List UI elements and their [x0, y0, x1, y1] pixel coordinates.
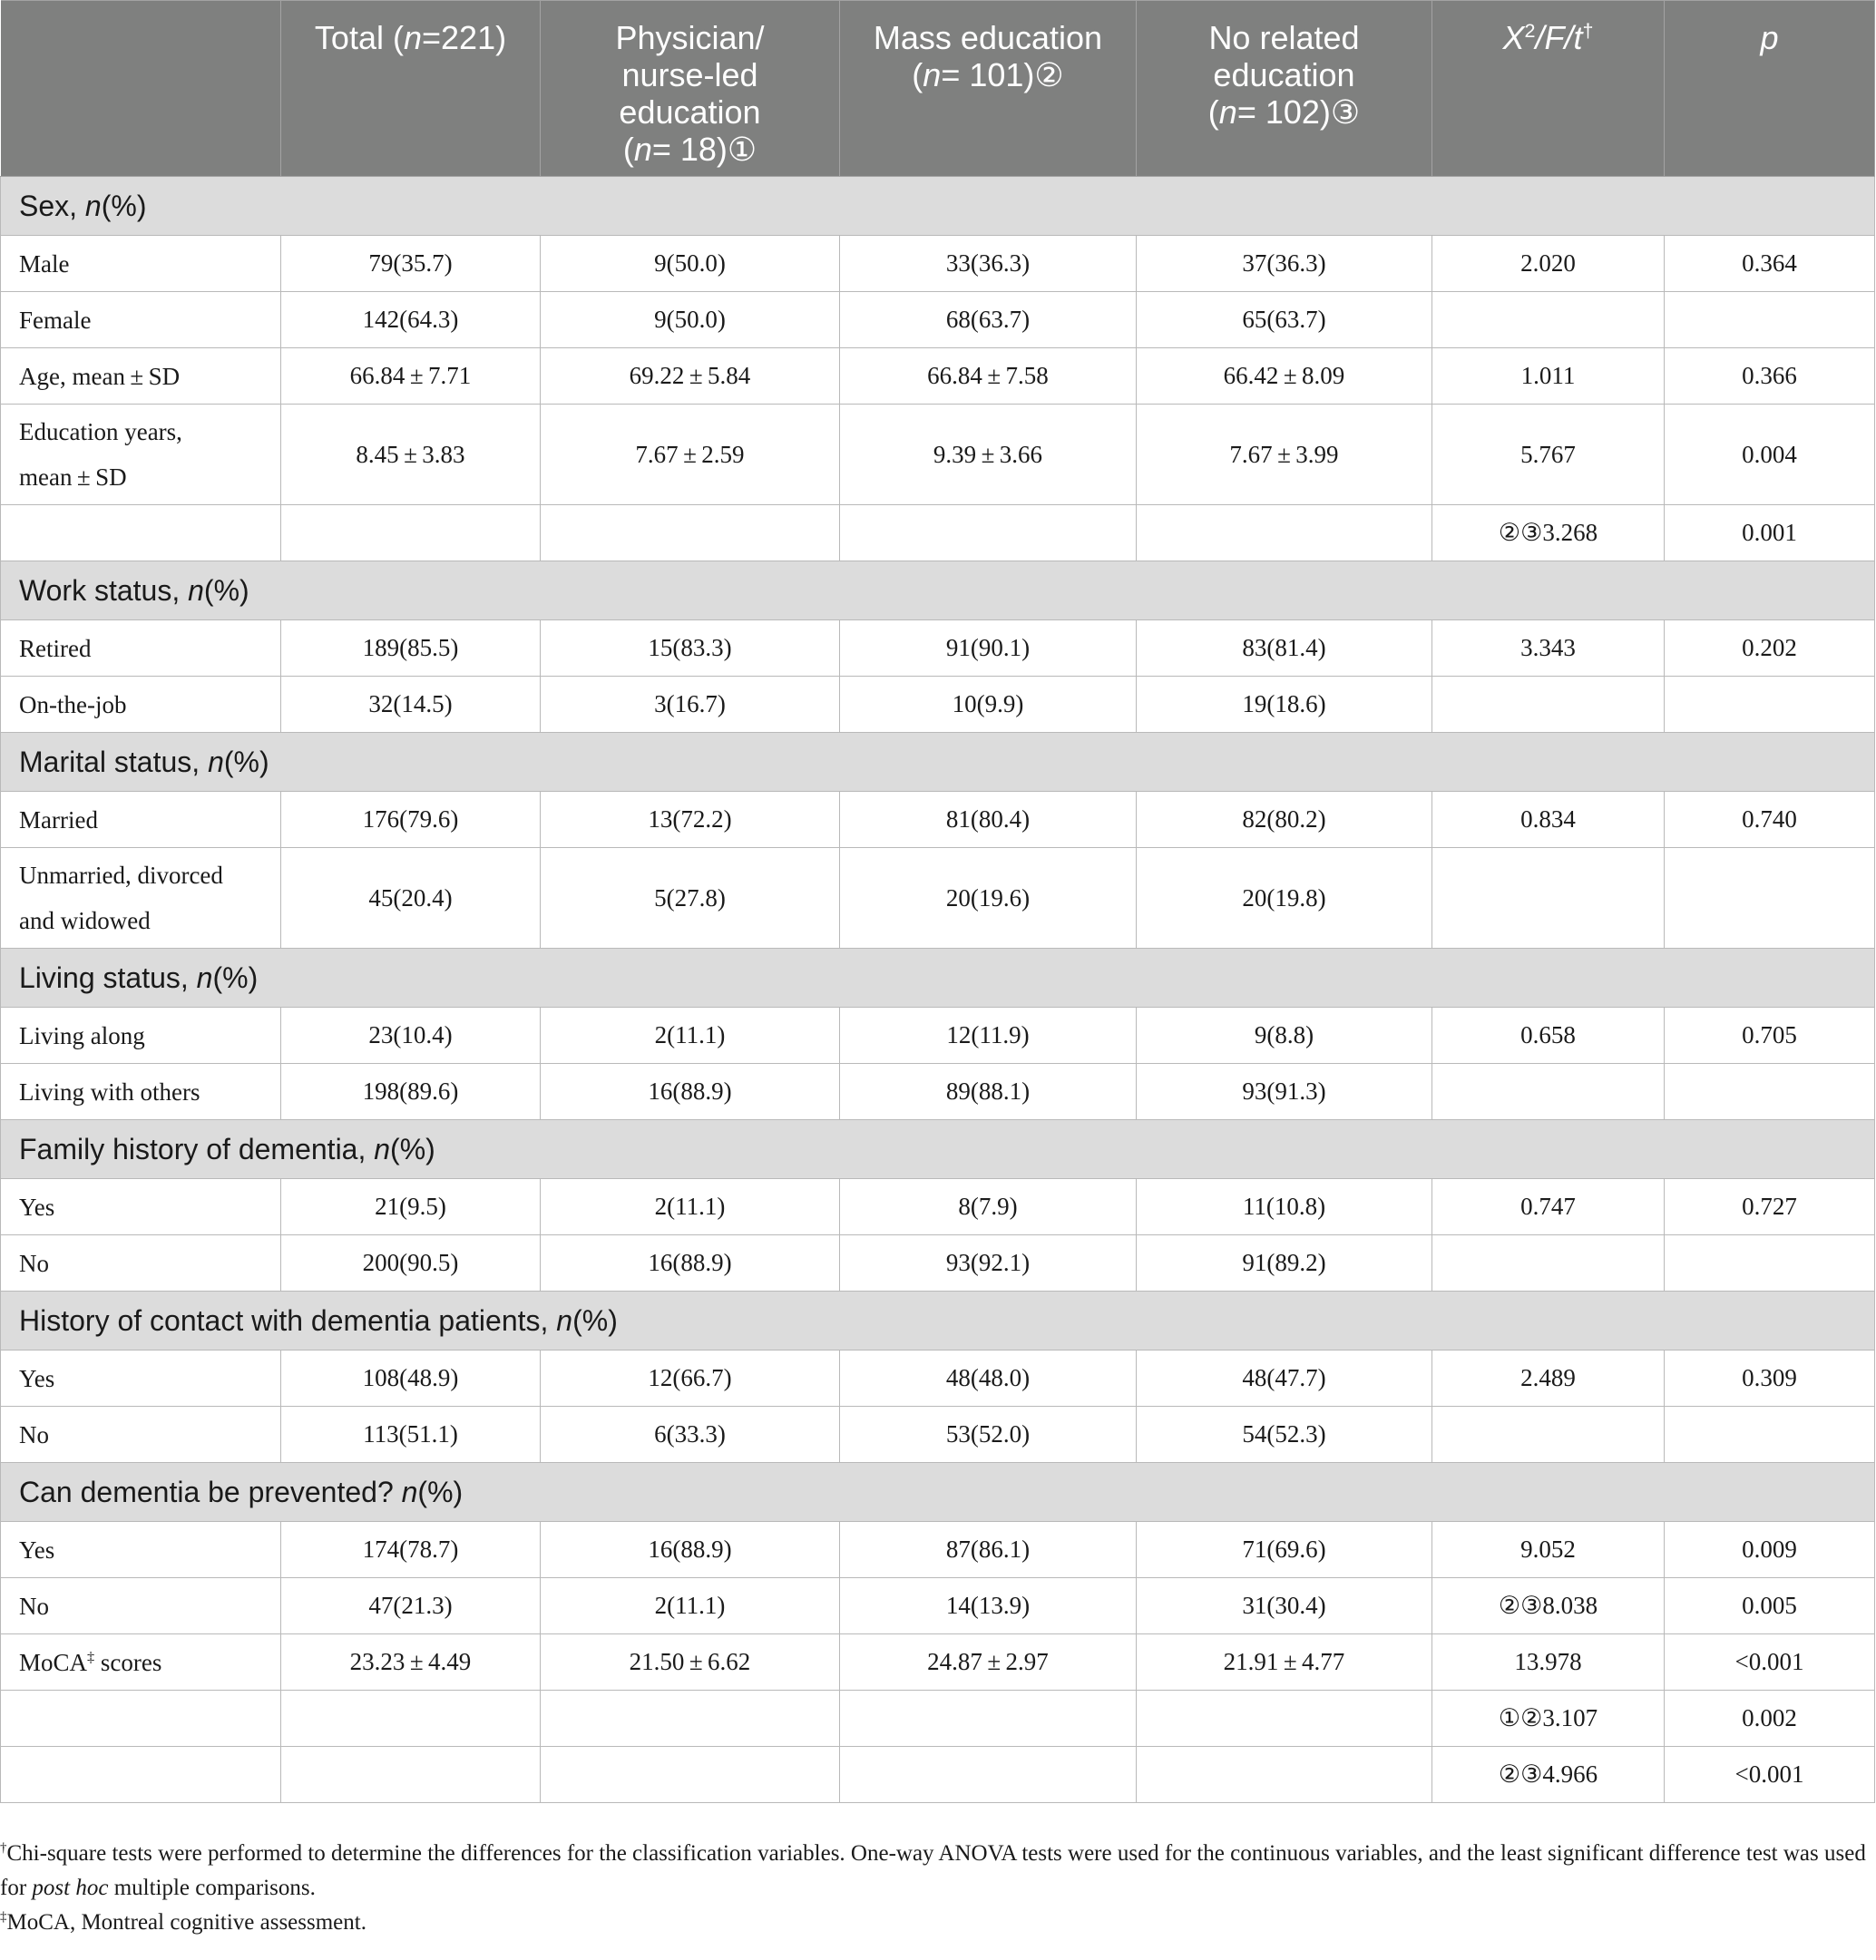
p-value-cell: [1665, 1235, 1875, 1292]
table-row: [1, 1522, 1875, 1578]
no-related-cell: 37(36.3): [1137, 236, 1432, 292]
statistic-cell: 13.978: [1432, 1634, 1665, 1691]
physician-cell: 12(66.7): [541, 1351, 840, 1407]
row-label-text: Living along: [19, 1021, 145, 1049]
physician-cell: 16(88.9): [541, 1064, 840, 1120]
table-row: [1, 236, 1875, 292]
table-row: [1, 1008, 1875, 1064]
row-label: [1, 405, 281, 505]
row-label: [1, 236, 281, 292]
footnote-double-dagger: ‡MoCA, Montreal cognitive assessment.: [0, 1909, 366, 1935]
statistic-cell: 0.834: [1432, 792, 1665, 848]
p-value-cell: 0.309: [1665, 1351, 1875, 1407]
footnote-dagger: †Chi-square tests were performed to determine the differences for the classification variables. One-way ANOVA tests were used for the continuous variables, and the least significant difference test was used for post hoc multiple comparisons.: [0, 1840, 1866, 1900]
row-label: [1, 792, 281, 848]
no-related-cell: 9(8.8): [1137, 1008, 1432, 1064]
section-label: Marital status, n(%): [1, 733, 1875, 792]
physician-cell: 69.22 ± 5.84: [541, 348, 840, 405]
table-row: [1, 1179, 1875, 1235]
mass-cell: 12(11.9): [840, 1008, 1137, 1064]
no-related-cell: 31(30.4): [1137, 1578, 1432, 1634]
mass-cell: 89(88.1): [840, 1064, 1137, 1120]
no-related-cell: 65(63.7): [1137, 292, 1432, 348]
statistic-cell: 5.767: [1432, 405, 1665, 505]
row-label-text: No: [19, 1420, 49, 1448]
row-label: [1, 1235, 281, 1292]
total-cell: 174(78.7): [281, 1522, 541, 1578]
statistic-cell: 2.489: [1432, 1351, 1665, 1407]
p-value-cell: 0.705: [1665, 1008, 1875, 1064]
mass-cell: 91(90.1): [840, 620, 1137, 677]
header-no-related: No related education (n= 102)③: [1137, 1, 1432, 177]
statistic-cell: ②③8.038: [1432, 1578, 1665, 1634]
row-label-text: Age, mean ± SD: [19, 362, 181, 390]
no-related-cell: 91(89.2): [1137, 1235, 1432, 1292]
mass-cell: 48(48.0): [840, 1351, 1137, 1407]
header-blank: [1, 1, 281, 177]
row-label-text: Yes: [19, 1364, 55, 1392]
physician-cell: [541, 505, 840, 561]
table-row: [1, 1691, 1875, 1747]
row-label: [1, 1747, 281, 1803]
physician-cell: 21.50 ± 6.62: [541, 1634, 840, 1691]
row-label: [1, 1064, 281, 1120]
header-p: p: [1665, 1, 1875, 177]
p-value-cell: <0.001: [1665, 1634, 1875, 1691]
statistic-cell: [1432, 292, 1665, 348]
section-label: Sex, n(%): [1, 177, 1875, 236]
row-label-text: Female: [19, 306, 92, 334]
row-label-text: On-the-job: [19, 690, 127, 718]
p-value-cell: [1665, 1407, 1875, 1463]
physician-cell: 9(50.0): [541, 236, 840, 292]
physician-cell: 7.67 ± 2.59: [541, 405, 840, 505]
total-cell: 8.45 ± 3.83: [281, 405, 541, 505]
section-prevent: [1, 1463, 1875, 1522]
table-row: [1, 1578, 1875, 1634]
row-label: [1, 1407, 281, 1463]
mass-cell: 87(86.1): [840, 1522, 1137, 1578]
row-label-text: Yes: [19, 1193, 55, 1221]
table-row: [1, 1634, 1875, 1691]
total-cell: 200(90.5): [281, 1235, 541, 1292]
section-living: [1, 949, 1875, 1008]
row-label: [1, 1351, 281, 1407]
no-related-cell: 11(10.8): [1137, 1179, 1432, 1235]
header-row: [1, 1, 1875, 177]
row-label-text: Living with others: [19, 1078, 200, 1106]
total-cell: [281, 1691, 541, 1747]
physician-cell: 9(50.0): [541, 292, 840, 348]
physician-cell: 2(11.1): [541, 1008, 840, 1064]
row-label-suffix: scores: [94, 1648, 162, 1676]
no-related-cell: 71(69.6): [1137, 1522, 1432, 1578]
no-related-cell: [1137, 1747, 1432, 1803]
total-cell: 176(79.6): [281, 792, 541, 848]
row-label-text: Retired: [19, 634, 92, 662]
section-sex: [1, 177, 1875, 236]
table-row: [1, 677, 1875, 733]
row-label-line2: mean ± SD: [19, 463, 127, 491]
no-related-cell: 20(19.8): [1137, 848, 1432, 949]
row-label: [1, 1522, 281, 1578]
footnotes: [0, 1837, 1876, 1940]
mass-cell: 33(36.3): [840, 236, 1137, 292]
table-row: [1, 1064, 1875, 1120]
physician-cell: 6(33.3): [541, 1407, 840, 1463]
table-row: [1, 292, 1875, 348]
p-value-cell: <0.001: [1665, 1747, 1875, 1803]
total-cell: 45(20.4): [281, 848, 541, 949]
total-cell: 108(48.9): [281, 1351, 541, 1407]
no-related-cell: 82(80.2): [1137, 792, 1432, 848]
row-label: [1, 677, 281, 733]
no-related-cell: 48(47.7): [1137, 1351, 1432, 1407]
total-cell: 23(10.4): [281, 1008, 541, 1064]
row-label-text: No: [19, 1249, 49, 1277]
statistic-cell: [1432, 848, 1665, 949]
mass-cell: 9.39 ± 3.66: [840, 405, 1137, 505]
section-label: History of contact with dementia patients, n(%): [1, 1292, 1875, 1351]
row-label: [1, 1691, 281, 1747]
mass-cell: 68(63.7): [840, 292, 1137, 348]
statistic-cell: 9.052: [1432, 1522, 1665, 1578]
row-label: [1, 1578, 281, 1634]
section-family: [1, 1120, 1875, 1179]
table-row: [1, 1747, 1875, 1803]
p-value-cell: [1665, 1064, 1875, 1120]
total-cell: 198(89.6): [281, 1064, 541, 1120]
physician-cell: 16(88.9): [541, 1522, 840, 1578]
p-value-cell: 0.004: [1665, 405, 1875, 505]
no-related-cell: 54(52.3): [1137, 1407, 1432, 1463]
row-label-text: MoCA: [19, 1648, 88, 1676]
statistic-cell: 2.020: [1432, 236, 1665, 292]
physician-cell: 5(27.8): [541, 848, 840, 949]
physician-cell: [541, 1691, 840, 1747]
statistic-cell: ②③4.966: [1432, 1747, 1665, 1803]
physician-cell: 3(16.7): [541, 677, 840, 733]
statistic-cell: [1432, 1235, 1665, 1292]
mass-cell: 81(80.4): [840, 792, 1137, 848]
row-label: [1, 1179, 281, 1235]
section-work: [1, 561, 1875, 620]
p-value-cell: 0.364: [1665, 236, 1875, 292]
total-cell: 66.84 ± 7.71: [281, 348, 541, 405]
p-value-cell: 0.727: [1665, 1179, 1875, 1235]
mass-cell: 8(7.9): [840, 1179, 1137, 1235]
p-value-cell: [1665, 677, 1875, 733]
p-value-cell: 0.002: [1665, 1691, 1875, 1747]
total-cell: 47(21.3): [281, 1578, 541, 1634]
section-contact: [1, 1292, 1875, 1351]
no-related-cell: [1137, 505, 1432, 561]
total-cell: 79(35.7): [281, 236, 541, 292]
no-related-cell: 21.91 ± 4.77: [1137, 1634, 1432, 1691]
mass-cell: [840, 505, 1137, 561]
mass-cell: 24.87 ± 2.97: [840, 1634, 1137, 1691]
statistic-cell: 3.343: [1432, 620, 1665, 677]
header-statistic: $X^2/F/t^\dagger$: [1432, 1, 1665, 177]
table-row: [1, 405, 1875, 505]
no-related-cell: 7.67 ± 3.99: [1137, 405, 1432, 505]
mass-cell: [840, 1691, 1137, 1747]
total-cell: 23.23 ± 4.49: [281, 1634, 541, 1691]
no-related-cell: [1137, 1691, 1432, 1747]
header-total: Total (n=221): [281, 1, 541, 177]
mass-cell: 10(9.9): [840, 677, 1137, 733]
total-cell: 21(9.5): [281, 1179, 541, 1235]
p-value-cell: 0.740: [1665, 792, 1875, 848]
p-value-cell: 0.202: [1665, 620, 1875, 677]
total-cell: 142(64.3): [281, 292, 541, 348]
statistic-cell: 0.658: [1432, 1008, 1665, 1064]
mass-cell: [840, 1747, 1137, 1803]
statistic-cell: [1432, 1407, 1665, 1463]
total-cell: [281, 505, 541, 561]
physician-cell: 2(11.1): [541, 1578, 840, 1634]
total-cell: 113(51.1): [281, 1407, 541, 1463]
section-label: Can dementia be prevented? n(%): [1, 1463, 1875, 1522]
p-value-cell: [1665, 292, 1875, 348]
no-related-cell: 93(91.3): [1137, 1064, 1432, 1120]
row-label: [1, 620, 281, 677]
row-label-line2: and widowed: [19, 907, 151, 934]
row-label: [1, 1008, 281, 1064]
header-physician: Physician/ nurse-led education (n= 18)①: [541, 1, 840, 177]
mass-cell: 14(13.9): [840, 1578, 1137, 1634]
p-value-cell: 0.009: [1665, 1522, 1875, 1578]
total-cell: [281, 1747, 541, 1803]
table-row: [1, 620, 1875, 677]
row-label-text: Married: [19, 805, 98, 834]
p-value-cell: [1665, 848, 1875, 949]
table-row: [1, 1351, 1875, 1407]
table-row: [1, 792, 1875, 848]
statistic-cell: [1432, 1064, 1665, 1120]
section-label: Work status, n(%): [1, 561, 1875, 620]
no-related-cell: 66.42 ± 8.09: [1137, 348, 1432, 405]
table-row: [1, 1235, 1875, 1292]
row-label-text: Male: [19, 249, 70, 278]
table-row: [1, 505, 1875, 561]
total-cell: 189(85.5): [281, 620, 541, 677]
statistic-cell: 0.747: [1432, 1179, 1665, 1235]
mass-cell: 93(92.1): [840, 1235, 1137, 1292]
section-label: Living status, n(%): [1, 949, 1875, 1008]
row-label: [1, 848, 281, 949]
statistic-cell: [1432, 677, 1665, 733]
statistic-cell: ①②3.107: [1432, 1691, 1665, 1747]
statistic-cell: 1.011: [1432, 348, 1665, 405]
row-label-text: Education years,: [19, 418, 182, 445]
physician-cell: 13(72.2): [541, 792, 840, 848]
physician-cell: 15(83.3): [541, 620, 840, 677]
row-label-text: No: [19, 1592, 49, 1620]
p-value-cell: 0.001: [1665, 505, 1875, 561]
row-label-text: Yes: [19, 1536, 55, 1564]
p-value-cell: 0.005: [1665, 1578, 1875, 1634]
header-mass: Mass education (n= 101)②: [840, 1, 1137, 177]
table-row: [1, 848, 1875, 949]
no-related-cell: 83(81.4): [1137, 620, 1432, 677]
row-label: [1, 1634, 281, 1691]
mass-cell: 20(19.6): [840, 848, 1137, 949]
table-row: [1, 348, 1875, 405]
row-label: [1, 348, 281, 405]
row-label: [1, 292, 281, 348]
no-related-cell: 19(18.6): [1137, 677, 1432, 733]
statistic-cell: ②③3.268: [1432, 505, 1665, 561]
table-row: [1, 1407, 1875, 1463]
row-label-mark: ‡: [87, 1648, 95, 1665]
row-label-text: Unmarried, divorced: [19, 862, 223, 889]
row-label: [1, 505, 281, 561]
physician-cell: 16(88.9): [541, 1235, 840, 1292]
section-label: Family history of dementia, n(%): [1, 1120, 1875, 1179]
physician-cell: 2(11.1): [541, 1179, 840, 1235]
total-cell: 32(14.5): [281, 677, 541, 733]
mass-cell: 53(52.0): [840, 1407, 1137, 1463]
mass-cell: 66.84 ± 7.58: [840, 348, 1137, 405]
section-marital: [1, 733, 1875, 792]
physician-cell: [541, 1747, 840, 1803]
p-value-cell: 0.366: [1665, 348, 1875, 405]
